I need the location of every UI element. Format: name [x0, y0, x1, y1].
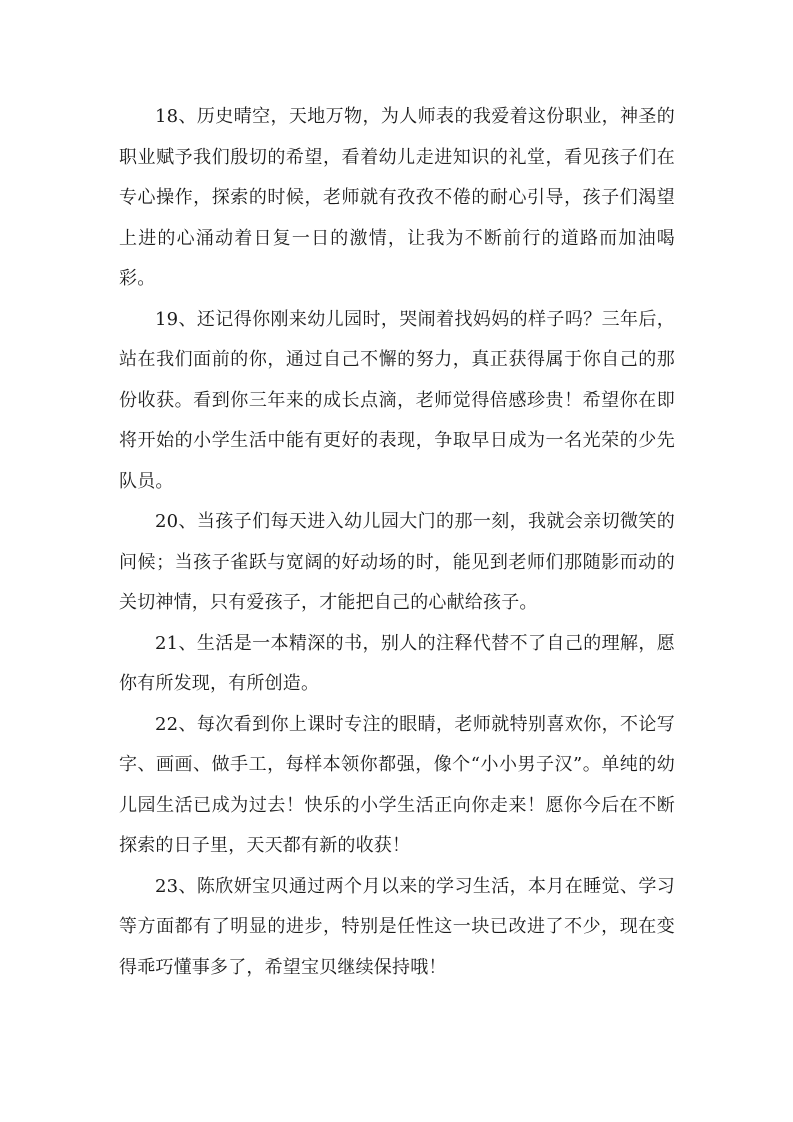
paragraph-19: 19、还记得你刚来幼儿园时，哭闹着找妈妈的样子吗？三年后，站在我们面前的你，通过自己不懈的努力，真正获得属于你自己的那份收获。看到你三年来的成长点滴，老师觉得倍感珍贵！希望你在即将开始的小学生活中能有更好的表现，争取早日成为一名光荣的少先队员。	[119, 308, 675, 492]
paragraph-18: 18、历史晴空，天地万物，为人师表的我爱着这份职业，神圣的职业赋予我们殷切的希望，看着幼儿走进知识的礼堂，看见孩子们在专心操作，探索的时候，老师就有孜孜不倦的耐心引导，孩子们渴望上进的心涌动着日复一日的激情，让我为不断前行的道路而加油喝彩。	[119, 106, 675, 289]
paragraph-21: 21、生活是一本精深的书，别人的注释代替不了自己的理解，愿你有所发现，有所创造。	[119, 632, 675, 694]
paragraph-20: 20、当孩子们每天进入幼儿园大门的那一刻，我就会亲切微笑的问候；当孩子雀跃与宽阔的好动场的时，能见到老师们那随影而动的关切神情，只有爱孩子，才能把自己的心献给孩子。	[119, 511, 675, 613]
paragraph-22: 22、每次看到你上课时专注的眼睛，老师就特别喜欢你，不论写字、画画、做手工，每样本领你都强，像个“小小男子汉”。单纯的幼儿园生活已成为过去！快乐的小学生活正向你走来！愿你今后在不断探索的日子里，天天都有新的收获！	[119, 713, 675, 856]
paragraph-23: 23、陈欣妍宝贝通过两个月以来的学习生活，本月在睡觉、学习等方面都有了明显的进步，特别是任性这一块已改进了不少，现在变得乖巧懂事多了，希望宝贝继续保持哦！	[119, 875, 675, 978]
document-body	[119, 97, 675, 988]
